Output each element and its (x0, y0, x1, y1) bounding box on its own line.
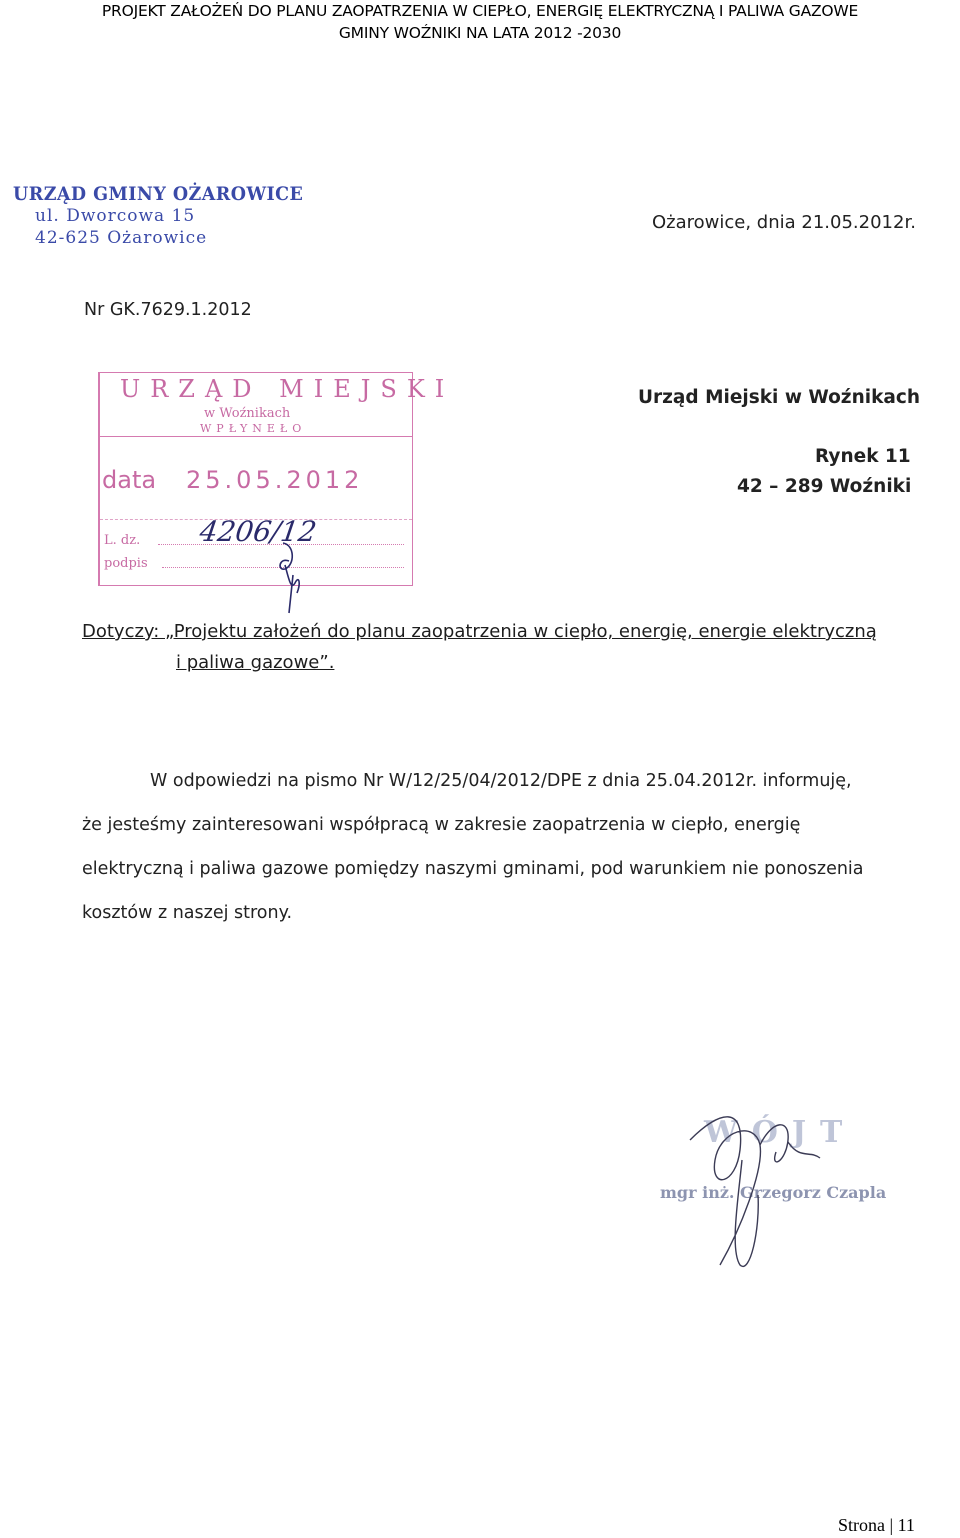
document-header-title: PROJEKT ZAŁOŻEŃ DO PLANU ZAOPATRZENIA W CIEPŁO, ENERGIĘ ELEKTRYCZNĄ I PALIWA GAZOWE (101, 2, 859, 20)
page-number: Strona | 11 (838, 1515, 915, 1535)
subject-line-2: i paliwa gazowe”. (176, 652, 335, 673)
signature-stamp-name: mgr inż. Grzegorz Czapla (660, 1183, 887, 1202)
sender-stamp (13, 183, 329, 249)
reference-number: Nr GK.7629.1.2012 (84, 300, 252, 320)
signature-stamp-title: WÓJT (704, 1115, 857, 1150)
stamp-divider (100, 436, 412, 437)
recipient-name: Urząd Miejski w Woźnikach (638, 387, 921, 408)
recipient-city: 42 – 289 Woźniki (737, 476, 912, 497)
receipt-stamp-title: URZĄD MIEJSKI (120, 375, 455, 403)
handwritten-registry-number: 4206/12 (197, 515, 319, 548)
document-header-subtitle: GMINY WOŹNIKI NA LATA 2012 -2030 (338, 24, 622, 42)
receipt-date-label: data (102, 466, 157, 494)
sender-street: ul. Dworcowa 15 (35, 206, 196, 226)
receipt-stamp-received: WPŁYNEŁO (200, 422, 307, 435)
body-paragraph-line-1: W odpowiedzi na pismo Nr W/12/25/04/2012/DPE z dnia 25.04.2012r. informuję, (150, 771, 852, 791)
receipt-stamp-subtitle: w Woźnikach (204, 406, 291, 421)
receipt-signature-label: podpis (104, 556, 148, 571)
body-paragraph-line-2: że jesteśmy zainteresowani współpracą w zakresie zaopatrzenia w ciepło, energię (82, 815, 801, 835)
handwritten-signature-icon (660, 1100, 860, 1280)
receipt-ldz-label: L. dz. (104, 533, 141, 548)
body-paragraph-line-3: elektryczną i paliwa gazowe pomiędzy naszymi gminami, pod warunkiem nie ponoszenia (82, 859, 864, 879)
receipt-date-value: 25.05.2012 (186, 466, 364, 494)
sender-office: URZĄD GMINY OŻAROWICE (13, 183, 304, 205)
place-date: Ożarowice, dnia 21.05.2012r. (652, 212, 916, 233)
subject-line-1: Dotyczy: „Projektu założeń do planu zaopatrzenia w ciepło, energię, energie elektryczną (82, 621, 877, 642)
recipient-street: Rynek 11 (815, 446, 911, 467)
handwritten-initials-icon (255, 535, 315, 615)
body-paragraph-line-4: kosztów z naszej strony. (82, 903, 293, 923)
sender-postal: 42-625 Ożarowice (35, 228, 208, 248)
